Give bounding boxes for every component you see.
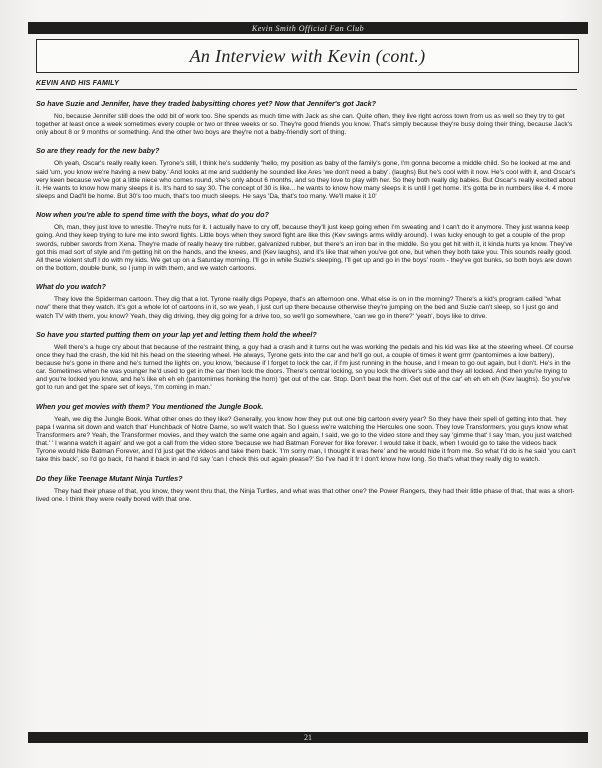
question: So have you started putting them on your lap yet and letting them hold the wheel? xyxy=(36,329,317,339)
answer: Yeah, we dig the Jungle Book. What other ones do they like? Generally, you know how they put out one big cartoon every year? So they have their spell of getting into that. 'hey papa I wanna sit down and watch that' Hunchback of Notre Dame, so we'll watch that. So I guess we're watching the Hercules one soon. They love Transformers, you guys know what Transformers are? Yeah, the Transformer movies, and they watch the same one again and again, I said, we go to the video store and they say 'gimme that' I say 'man, you just watched that.' ' I wanna watch it again' and we got a call from the video store 'because we had Batman Forever for like forever. I would take it back, when I would go to take the videos back Tyrone would hide Batman Forever, and I'd just get the videos and take them back. 'I'm sorry man, I thought it was here' and he would hide it from me. So what I'd do is he said 'you can't take this back', so I'd go back, I'd hand it back in and I'd say 'can I check this out again please?' So I've had it fr I don't know how long. So that's what they really dig to watch. xyxy=(36,415,576,464)
question: So are they ready for the new baby? xyxy=(36,146,160,156)
question: Do they like Teenage Mutant Ninja Turtles? xyxy=(36,473,183,483)
footer-bar xyxy=(28,732,588,743)
answer: Well there's a huge cry about that because of the restraint thing, a guy had a crash and it turns out he was working the pedals and his kid was like at the steering wheel. Of course once they had the crash, the kid hit his head on the steering wheel. He always, Tyrone gets into the car and he'll go out, a couple of times it went grrrr (pantomimes a low battery), because he's gone in there and he's turned the lights on, you know, 'because if I forget to lock the car, if I'm just running in the house, and I mean to go out again, but I don't. He's in the car. Sometimes when he was younger he'd used to get in the car then lock the doors. There's central locking, so you lock the driver's side and they all locked. And then you're trying to and you're locked you know, and he's like eh eh eh (pantomimes honking the horn) 'get out of the car. Stop. Don't beat the horn. Get out of the car' eh eh eh eh (Kev laughs). So you've got to run and get the spare set of keys, 'I'm coming in man.' xyxy=(36,343,574,392)
answer: They had their phase of that, you know, they went thru that, the Ninja Turtles, and what was that other one? the Power Rangers, they had their little phase of that, that was a short-lived one. I think they were really bored with that one. xyxy=(36,487,575,503)
question: When you get movies with them? You mentioned the Jungle Book. xyxy=(36,401,264,411)
section-divider xyxy=(36,89,577,90)
answer: No, because Jennifer still does the odd bit of work too. She spends as much time with Jack as she can. Quite often, they live right across town from us as well so they try to get together at least once a week sometimes every couple or two or three weeks or so. They're good friends you know. That's simply because they're busy doing their thing, because Jack's only about 8 or 9 months or something. And the other two boys are they're not a baby-friendly sort of thing. xyxy=(36,113,573,137)
answer: Oh, man, they just love to wrestle. They're nuts for it. I actually have to cry off, because they'll just keep going when I'm sweating and I can't do it anymore. They just wanna keep going. And they keep trying to lure me into sword fights. Little boys when they sword fight are like this (Kev swings arms wildly around). I was lucky enough to get a couple of the prop swords, rubber swords from Xena. They're made of really heavy tire rubber, galvanized rubber, but there's an iron bar in the middle. So you get hit with it, it kinda hurts ya know. They've got this mad sort of style and I'm getting hit on the hands, and the knees, and (Kev laughs), and it's like that when you've got one, but when they both take you. This sounds really good. All these violent stuff I do with my kids. We get up on a Saturday morning. I'll go in while Suzie's sleeping, I'll get up and go in the boys' room - they've got bunks, so both boys are down on the bottom, double bunk, so I jump in with them, and we watch cartoons. xyxy=(36,224,573,273)
answer: Oh yeah, Oscar's really really keen. Tyrone's still, I think he's suddenly "hello, my position as baby of the family's gone, I'm gonna become a middle child. So he looked at me and said 'um, you know we're having a new baby.' And looks at me and suddenly he sounded like Ares 'we don't need a baby'. (laughs) But he's cool with it now. He's cool with it, and Oscar's very keen because we've got a little niece who comes round, she's only about 6 months, and so they love to play with her. So they both really dig babies. But Oscar's really excited about it. He wants to know how many sleeps it is. It's hard to say 30. The concept of 30 is like... he wants to know how many sleeps it is until I get home. It's gotta be in numbers like 4. 4 more sleeps and Dad'll be home. But 30's too much, that's too much sleeps. He says 'Da, that's too many. We'll make it 10' xyxy=(36,160,576,201)
question: What do you watch? xyxy=(36,282,106,292)
title-box xyxy=(36,39,579,73)
page-number: 21 xyxy=(304,733,312,742)
header-club-name: Kevin Smith Official Fan Club xyxy=(251,23,365,33)
page-title: An Interview with Kevin (cont.) xyxy=(189,45,426,66)
question: Now when you're able to spend time with the boys, what do you do? xyxy=(36,210,269,220)
interview-body xyxy=(36,96,577,513)
answer: They love the Spiderman cartoon. They dig that a lot. Tyrone really digs Popeye, that's an afternoon one. What else is on in the morning? There's a kid's program called "what now" there that they watch. It's got a whole lot of cartoons in it, so we yeah, I just curl up there because otherwise they're jumping on the bed and Suzie can't sleep, so I just go and watch TV with them, you know? Yeah, they dig driving, they dig going for a drive too, so we'll go somewhere, 'can we go in there?' 'yeah', boys like to drive. xyxy=(36,296,561,320)
section-heading: KEVIN AND HIS FAMILY xyxy=(36,80,119,87)
question: So have Suzie and Jennifer, have they traded babysitting chores yet? Now that Jennifer's got Jack? xyxy=(36,99,377,108)
header-bar xyxy=(28,22,588,34)
